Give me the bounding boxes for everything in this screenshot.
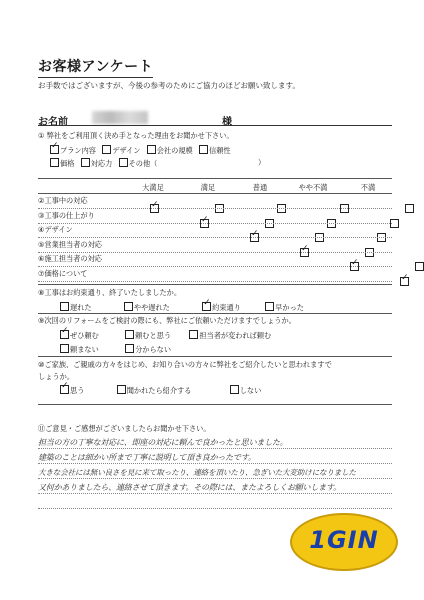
handwritten-comment: 担当の方の丁寧な対応に、即座の対応に頼んで良かったと思いました。 bbox=[38, 438, 288, 447]
checkbox-checked-icon[interactable] bbox=[60, 330, 69, 339]
checkbox-icon[interactable] bbox=[265, 302, 274, 311]
grid-header: 満足 bbox=[200, 183, 216, 192]
grid-header: 不満 bbox=[360, 183, 376, 192]
q1-option[interactable]: その他（ bbox=[119, 159, 158, 168]
comment-line bbox=[38, 448, 392, 449]
q10-options bbox=[60, 385, 261, 396]
q1-option[interactable]: 会社の規模 bbox=[147, 146, 193, 155]
q1-other-close: ） bbox=[258, 158, 266, 167]
q10-option[interactable]: 聞かれたら紹介する bbox=[117, 386, 192, 395]
name-label: お名前 bbox=[38, 117, 68, 128]
grid-row-line bbox=[38, 193, 392, 194]
name-suffix: 様 bbox=[222, 117, 232, 128]
grid-top-line bbox=[38, 178, 392, 179]
q1-options-row2 bbox=[50, 158, 157, 169]
comment-line bbox=[38, 493, 392, 494]
checkbox-icon[interactable] bbox=[60, 344, 69, 353]
checkbox-icon[interactable] bbox=[50, 158, 59, 167]
checkbox-icon[interactable] bbox=[117, 385, 126, 394]
checkbox-checked-icon[interactable] bbox=[400, 277, 409, 286]
q8-text: ⑧工事はお約束通り、終了いたしましたか。 bbox=[38, 288, 182, 297]
checkbox-checked-icon[interactable] bbox=[202, 302, 211, 311]
q9-option[interactable]: 分からない bbox=[125, 345, 171, 354]
grid-header: 普通 bbox=[252, 183, 268, 192]
q11-top-line bbox=[38, 404, 392, 405]
logo-text: 1GIN bbox=[309, 526, 379, 554]
q8-top-line bbox=[38, 284, 392, 285]
q9-option[interactable]: ✓ぜひ頼む bbox=[60, 331, 99, 340]
checkbox-checked-icon[interactable] bbox=[60, 385, 69, 394]
grid-row-line bbox=[38, 208, 392, 209]
q1-option[interactable]: ✓プラン内容 bbox=[50, 146, 96, 155]
handwritten-comment: 大きな会社には無い良さを見に来て取ったり、連絡を頂いたり、急ぎいた大変助けになりました bbox=[38, 468, 356, 477]
q9-option[interactable]: 頼まない bbox=[60, 345, 99, 354]
checkbox-icon[interactable] bbox=[124, 302, 133, 311]
checkbox-icon[interactable] bbox=[199, 145, 208, 154]
company-logo bbox=[290, 513, 398, 571]
name-redacted bbox=[92, 111, 148, 124]
grid-row-label: ⑦価格について bbox=[38, 268, 88, 278]
grid-row-label: ③工事の仕上がり bbox=[38, 210, 95, 220]
checkbox-icon[interactable] bbox=[60, 302, 69, 311]
q1-option[interactable]: 対応力 bbox=[81, 159, 113, 168]
comment-line bbox=[38, 478, 392, 479]
grid-row-label: ②工事中の対応 bbox=[38, 196, 88, 205]
checkbox-checked-icon[interactable] bbox=[50, 145, 59, 154]
q9-options-row2 bbox=[60, 344, 171, 355]
handwritten-comment: 建築のことは細かい所まで丁寧に説明して頂き良かったです。 bbox=[38, 453, 256, 462]
checkbox-icon[interactable] bbox=[147, 145, 156, 154]
checkbox-icon[interactable] bbox=[119, 158, 128, 167]
grid-row-label: ⑥施工担当者の対応 bbox=[38, 254, 102, 263]
checkbox-icon[interactable] bbox=[230, 385, 239, 394]
page-title: お客様アンケート bbox=[38, 56, 153, 78]
q8-option[interactable]: 遅れた bbox=[60, 303, 92, 312]
q1-option[interactable]: デザイン bbox=[102, 146, 140, 155]
checkbox-icon[interactable] bbox=[81, 158, 90, 167]
q9-text: ⑨次回のリフォームをご検討の際にも、弊社にご依頼いただけますでしょうか。 bbox=[38, 316, 296, 325]
intro-text: お手数ではございますが、今後の参考のためにご協力のほどお願い致します。 bbox=[38, 81, 300, 90]
comment-line bbox=[38, 508, 392, 509]
q10-text-1: ⑩ご家族、ご親戚の方々をはじめ、お知り合いの方々に弊社をご紹介したいと思われますで bbox=[38, 360, 332, 369]
grid-header: やや不満 bbox=[298, 183, 328, 192]
checkbox-icon[interactable] bbox=[125, 330, 134, 339]
comment-line bbox=[38, 463, 392, 464]
checkbox-icon[interactable] bbox=[189, 330, 198, 339]
q11-text: ⑪ご意見・ご感想がございましたらお聞かせ下さい。 bbox=[38, 424, 211, 433]
grid-row-line bbox=[38, 223, 392, 224]
q8-options bbox=[60, 302, 304, 313]
grid-row-line bbox=[38, 252, 392, 253]
grid-row-label: ④デザイン bbox=[38, 225, 73, 234]
q9-options-row1 bbox=[60, 330, 271, 341]
q9-option[interactable]: 担当者が変われば頼む bbox=[189, 331, 271, 340]
q1-text: ① 弊社をご利用頂く決め手となった理由をお聞かせ下さい。 bbox=[38, 131, 234, 140]
grid-row-line bbox=[38, 237, 392, 238]
checkbox-icon[interactable] bbox=[415, 262, 424, 271]
name-underline bbox=[38, 125, 392, 126]
checkbox-icon[interactable] bbox=[125, 344, 134, 353]
q8-option[interactable]: やや遅れた bbox=[124, 303, 170, 312]
grid-row-label: ⑤営業担当者の対応 bbox=[38, 239, 102, 249]
q10-option[interactable]: ✓思う bbox=[60, 386, 84, 395]
checkbox-icon[interactable] bbox=[405, 204, 414, 213]
grid-row-line bbox=[38, 281, 392, 282]
q10-text-2: しょうか。 bbox=[38, 372, 74, 381]
grid-header: 大満足 bbox=[142, 183, 164, 192]
q1-option[interactable]: 信頼性 bbox=[199, 146, 231, 155]
grid-row-line bbox=[38, 266, 392, 267]
checkbox-icon[interactable] bbox=[102, 145, 111, 154]
q1-option[interactable]: 価格 bbox=[50, 159, 74, 168]
q10-top-line bbox=[38, 356, 392, 357]
q9-top-line bbox=[38, 313, 392, 314]
q9-option[interactable]: 頼むと思う bbox=[125, 331, 171, 340]
q8-option[interactable]: ✓ 約束通り bbox=[202, 303, 241, 312]
handwritten-comment: 又何かありましたら、連絡させて頂きます。その際には、またよろしくお願いします。 bbox=[38, 483, 341, 492]
q1-options-row1 bbox=[50, 145, 231, 156]
q10-option[interactable]: しない bbox=[230, 386, 262, 395]
q8-option[interactable]: 早かった bbox=[265, 303, 304, 312]
